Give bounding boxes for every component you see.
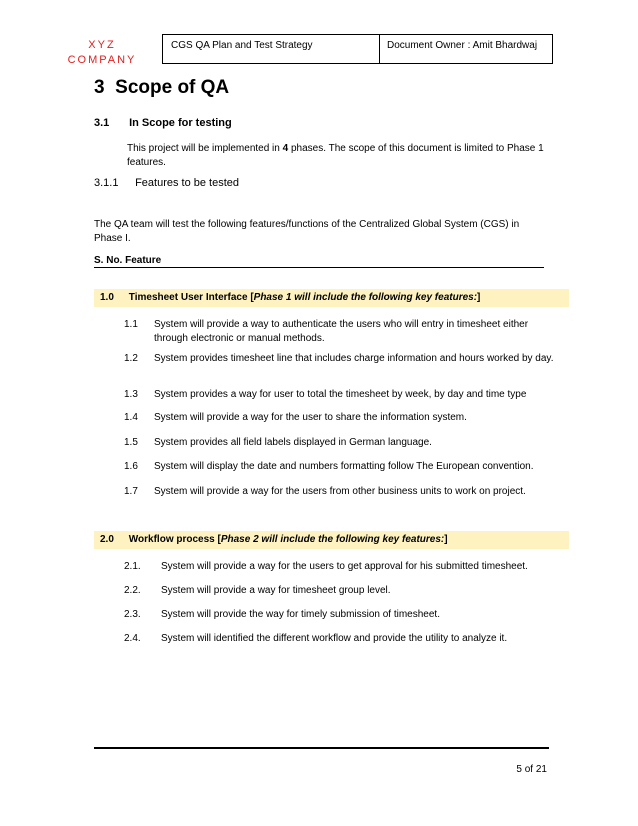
feature-section-note: Phase 2 will include the following key features: (220, 534, 445, 545)
item-number: 1.3 (124, 389, 138, 400)
item-text: System will provide a way to authenticate the users who will entry in timesheet either through electronic or manual methods. (154, 319, 529, 344)
item-text: System provides a way for user to total the timesheet by week, by day and time type (154, 389, 527, 400)
intro-text-2: phases. The scope of this document is limited to Phase 1 features. (127, 143, 544, 168)
list-item (124, 632, 564, 646)
item-text: System provides all field labels displayed in German language. (154, 437, 432, 448)
table-header: S. No. Feature (94, 255, 544, 268)
item-number: 2.3. (124, 609, 141, 620)
item-text: System will provide a way for the users to get approval for his submitted timesheet. (161, 561, 528, 572)
section-title: Scope of QA (115, 77, 230, 98)
item-number: 2.4. (124, 633, 141, 644)
subsubsection-heading (94, 177, 239, 189)
list-item (124, 584, 564, 598)
feature-section-close: ] (444, 534, 448, 545)
header-doc-title-cell (162, 34, 380, 64)
item-text: System will provide a way for timesheet group level. (161, 585, 391, 596)
feature-section-number: 2.0 (100, 534, 114, 545)
item-text: System will provide a way for the user to share the information system. (154, 412, 467, 423)
intro-paragraph (127, 142, 547, 170)
item-text: System will identified the different workflow and provide the utility to analyze it. (161, 633, 508, 644)
item-number: 1.7 (124, 486, 138, 497)
item-number: 1.6 (124, 461, 138, 472)
item-text: System will display the date and numbers formatting follow The European convention. (154, 461, 534, 472)
item-text: System provides timesheet line that includes charge information and hours worked by day. (154, 353, 554, 364)
feature-section-2 (94, 531, 569, 549)
list-item (124, 352, 564, 380)
feature-section-number: 1.0 (100, 292, 114, 303)
doc-owner: Document Owner : Amit Bhardwaj (387, 40, 538, 51)
list-item (124, 388, 564, 402)
list-item (124, 560, 564, 574)
intro-phase-count: 4 (282, 143, 289, 154)
list-item (124, 608, 564, 622)
item-number: 1.4 (124, 412, 138, 423)
item-number: 1.2 (124, 353, 138, 364)
subsection-heading (94, 117, 232, 129)
doc-title: CGS QA Plan and Test Strategy (171, 40, 313, 51)
intro-text-1: This project will be implemented in (127, 143, 283, 154)
subsubsection-number: 3.1.1 (94, 177, 119, 189)
list-item (124, 318, 564, 346)
subsection-title: In Scope for testing (129, 117, 232, 129)
list-item (124, 436, 564, 450)
footer-divider (94, 747, 549, 749)
list-item (124, 485, 564, 499)
company-logo (62, 38, 142, 68)
logo-line1: XYZ (88, 39, 116, 51)
feature-section-close: ] (477, 292, 481, 303)
section-heading (94, 77, 229, 99)
feature-section-1 (94, 289, 569, 307)
item-text: System will provide a way for the users from other business units to work on project. (154, 486, 526, 497)
page-number: 5 of 21 (516, 764, 547, 775)
list-item (124, 460, 564, 474)
feature-section-title: Workflow process [ (128, 534, 221, 545)
feature-section-note: Phase 1 will include the following key features: (253, 292, 478, 303)
feature-section-title: Timesheet User Interface [ (128, 292, 254, 303)
item-number: 1.5 (124, 437, 138, 448)
item-number: 2.1. (124, 561, 141, 572)
subsubsection-title: Features to be tested (135, 177, 240, 189)
features-paragraph: The QA team will test the following features/functions of the Centralized Global System (CGS) in Phase I. (94, 219, 520, 244)
item-text: System will provide the way for timely submission of timesheet. (161, 609, 440, 620)
list-item (124, 411, 564, 425)
header-doc-owner-cell (379, 34, 553, 64)
item-number: 1.1 (124, 319, 138, 330)
section-number: 3 (94, 77, 105, 98)
logo-line2: COMPANY (67, 54, 137, 66)
item-number: 2.2. (124, 585, 141, 596)
subsection-number: 3.1 (94, 117, 110, 129)
